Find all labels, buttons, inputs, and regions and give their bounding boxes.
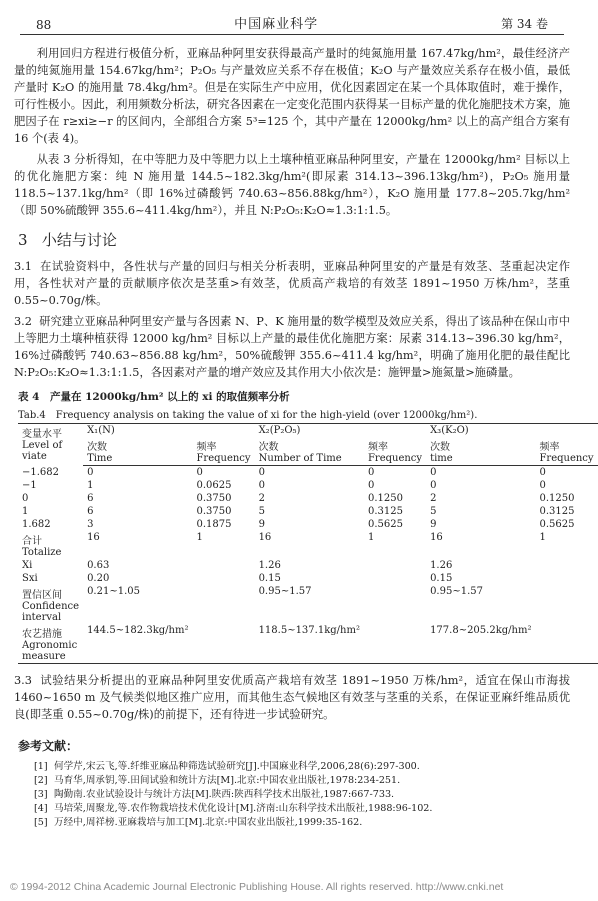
paragraph-optimal-scheme: 从表 3 分析得知，在中等肥力及中等肥力以上土壤种植亚麻品种阿里安，产量在 12000kg/hm² 目标以上的优化施肥方案：纯 N 施用量 144.5~182.3kg/hm²(即尿素 314.13~396.13kg/hm²)，P₂O₅ 施用量 118.5~137.1kg/hm²（即 16%过磷酸钙 740.63~856.88kg/hm²），K₂O 施用量 177.8~205.7kg/hm²（即 50%硫酸钾 355.6~411.4kg/hm²），并且 N:P₂O₅:K₂O≈1.3:1:1.5。 [14,153,570,217]
table-cell: 5 [430,506,437,517]
paragraph-extremum-analysis: 利用回归方程进行极值分析，亚麻品种阿里安获得最高产量时的纯氮施用量 167.47kg/hm²，最佳经济产量的纯氮施用量 154.67kg/hm²；P₂O₅ 与产量效应关系不存在极值；K₂O 与产量效应关系存在极小值，最低产量时 K₂O 的施用量 78.4kg/hm²。但是在实际生产中应用，优化因素固定在某一个具体取值时，难于操作，可行性极小。因此，利用频数分析法，研究各因素在一定变化范围内获得某一目标产量的优化施肥技术方案，施肥因子在 r≥xi≥−r 的区间内，全部组合方案 5³=125 个，其中产量在 12000kg/hm² 以上的高产组合方案有 16 个(表 4)。 [14,47,570,145]
table-cell: 9 [430,519,437,530]
table-cell: 0.20 [87,573,110,584]
article-body [14,45,594,830]
table-cell: 0 [87,467,94,478]
table-cell [535,624,597,664]
row-label: 合计 Totalize [22,536,62,558]
table-cell: 0.0625 [196,480,232,491]
subsection-3-3 [14,672,570,723]
table-cell: 0.95~1.57 [430,586,483,597]
table-cell: 0 [539,480,546,491]
row-label: 1.682 [22,519,51,530]
table-cell: 1 [539,532,546,543]
table-row [18,518,598,531]
header-count: 次数 time [426,437,535,466]
header-frequency: 频率 Frequency [364,437,426,466]
table-cell: 1 [196,532,203,543]
section-number: 3 [18,231,28,249]
table-body [18,466,598,664]
reference-number: [4] [34,803,48,814]
table-cell: 0.3750 [196,493,232,504]
header-count: 次数 Time [83,437,192,466]
table-subheader-row [18,437,598,466]
reference-number: [5] [34,817,48,828]
table-row [18,466,598,480]
table-cell: 1.26 [258,560,281,571]
subsection-number: 3.3 [14,674,32,687]
table-cell: 118.5~137.1kg/hm² [255,624,364,664]
table-cell: 0.5625 [539,519,575,530]
table-cell: 0.15 [258,573,281,584]
journal-title: 中国麻业科学 [234,17,319,32]
table-caption-cn: 表 4 产量在 12000kg/hm² 以上的 xi 的取值频率分析 [18,391,290,403]
table-cell: 0.3750 [196,506,232,517]
reference-item [34,760,570,774]
subsection-text: 在试验资料中，各性状与产量的回归与相关分析表明，亚麻品种阿里安的产量是有效茎、茎重起决定作用，各性状对产量的贡献顺序依次是茎重>有效茎，优质高产栽培的有效茎 1891~1950 万株/hm²，茎重 0.55~0.70g/株。 [14,260,570,307]
reference-item [34,816,570,830]
table-cell: 16 [258,532,272,543]
row-label: 置信区间 Confidence interval [22,590,80,623]
table-cell: 0.63 [87,560,110,571]
reference-text: 马培荣,周聚龙,等.农作物栽培技术优化设计[M].济南:山东科学技术出版社,1988:96-102. [54,803,433,814]
page-number: 88 [36,18,52,32]
table-cell: 0.1250 [367,493,403,504]
header-level: 变量水平 Level of viate [18,424,83,466]
table-cell: 0.3125 [367,506,403,517]
reference-text: 何学芹,宋云飞,等.纤维亚麻品种筛选试验研究[J].中国麻业科学,2006,28(6):297-300. [54,761,420,772]
table-cell: 6 [87,506,94,517]
table-row [18,572,598,585]
header-rule [20,34,564,35]
table-cell [364,585,426,624]
table-row [18,585,598,624]
table-cell: 0 [258,467,265,478]
subsection-number: 3.1 [14,260,32,273]
table-cell: 1.26 [430,560,453,571]
row-label: 0 [22,493,29,504]
table-cell: 0.15 [430,573,453,584]
reference-text: 万经中,周祥榜.亚麻栽培与加工[M].北京:中国农业出版社,1999:35-162. [54,817,363,828]
table-cell: 0.3125 [539,506,575,517]
row-label: −1.682 [22,466,60,478]
table-cell: 9 [258,519,265,530]
table-cell: 0 [539,467,546,478]
table-cell: 0 [367,480,375,491]
table-cell [192,624,254,664]
table-cell [535,585,597,624]
table-cell [192,559,254,572]
table-caption-en: Tab.4 Frequency analysis on taking the value of xi for the high-yield (over 12000kg/hm²). [18,410,478,421]
table-cell: 0.21~1.05 [87,586,140,597]
section-title: 小结与讨论 [41,231,117,249]
reference-item [34,802,570,816]
references-title: 参考文献： [18,739,79,753]
table-cell: 0.95~1.57 [258,586,312,597]
table-cell: 1 [87,480,94,491]
table-row [18,479,598,492]
reference-number: [1] [34,761,48,772]
reference-text: 陶勤南.农业试验设计与统计方法[M].陕西:陕西科学技术出版社,1987:667-733. [54,789,395,800]
table-row [18,505,598,518]
table-row [18,492,598,505]
volume-label: 第 34 卷 [501,17,548,31]
subsection-3-1 [14,258,570,309]
header-x1: X₁(N) [83,424,255,438]
table-cell: 2 [258,493,265,504]
table-cell [364,559,426,572]
subsection-number: 3.2 [14,315,32,328]
reference-item [34,788,570,802]
subsection-text: 研究建立亚麻品种阿里安产量与各因素 N、P、K 施用量的数学模型及效应关系，得出了该品种在保山市中上等肥力土壤种植获得 12000 kg/hm² 目标以上产量的最佳优化施肥方案：尿素 314.13~396.30 kg/hm²，16%过磷酸钙 740.63~856.88 kg/hm²，50%硫酸钾 355.6~411.4 kg/hm²，明确了施用化肥的最佳配比 N:P₂O₅:K₂O≈1.3:1:1.5，各因素对产量的增产效应及其作用大小依次是：施钾量>施氮量>施磷量。 [14,315,570,379]
table-row [18,531,598,559]
table-header-row [18,424,598,438]
table-cell: 0 [367,467,375,478]
table-cell: 16 [87,532,100,543]
header-frequency: 频率 Frequency [535,437,597,466]
reference-text: 马育华,周承钥,等.田间试验和统计方法[M].北京:中国农业出版社,1978:234-251. [54,775,401,786]
section-heading [18,229,570,250]
reference-item [34,774,570,788]
table-row [18,559,598,572]
page-header [36,10,548,32]
table-cell: 0 [430,467,437,478]
table-cell: 2 [430,493,437,504]
header-x2: X₂(P₂O₅) [255,424,427,438]
table-cell [535,572,597,585]
row-label: −1 [22,480,37,491]
subsection-3-2 [14,313,570,381]
header-frequency: 频率 Frequency [192,437,254,466]
table-cell [364,572,426,585]
table-cell: 0 [196,467,203,478]
reference-list [14,760,570,830]
subsection-text: 试验结果分析提出的亚麻品种阿里安优质高产栽培有效茎 1891~1950 万株/hm²，适宜在保山市海拔 1460~1650 m 及气候类似地区推广应用，而其他生态气候地区有效茎与茎重的关系，在保证亚麻纤维品质优良(即茎重 0.55~0.70g/株)的前提下，还有待进一步试验研究。 [14,674,570,721]
table-cell: 0.1875 [196,519,232,530]
table-cell: 0.5625 [367,519,403,530]
header-x3: X₃(K₂O) [426,424,598,438]
table-cell: 16 [430,532,443,543]
frequency-table [18,423,598,664]
row-label: 1 [22,506,29,517]
table-cell [192,585,254,624]
table-cell [192,572,254,585]
table-cell: 5 [258,506,265,517]
table-cell: 3 [87,519,94,530]
table-cell: 0.1250 [539,493,575,504]
table-cell [535,559,597,572]
table-cell: 177.8~205.2kg/hm² [426,624,535,664]
copyright-footer: © 1994-2012 China Academic Journal Electronic Publishing House. All rights reserved. http://www.cnki.net [10,881,504,893]
table-cell: 1 [367,532,375,543]
table-cell [364,624,426,664]
row-label: Sxi [22,573,38,584]
table-cell: 6 [87,493,94,504]
row-label: 农艺措施 Agronomic measure [18,624,83,664]
table-cell: 0 [430,480,437,491]
table-row [18,624,598,664]
row-label: Xi [22,560,33,571]
header-count: 次数 Number of Time [255,437,364,466]
table-cell: 144.5~182.3kg/hm² [83,624,192,664]
reference-number: [3] [34,789,48,800]
reference-number: [2] [34,775,48,786]
table-cell: 0 [258,480,265,491]
